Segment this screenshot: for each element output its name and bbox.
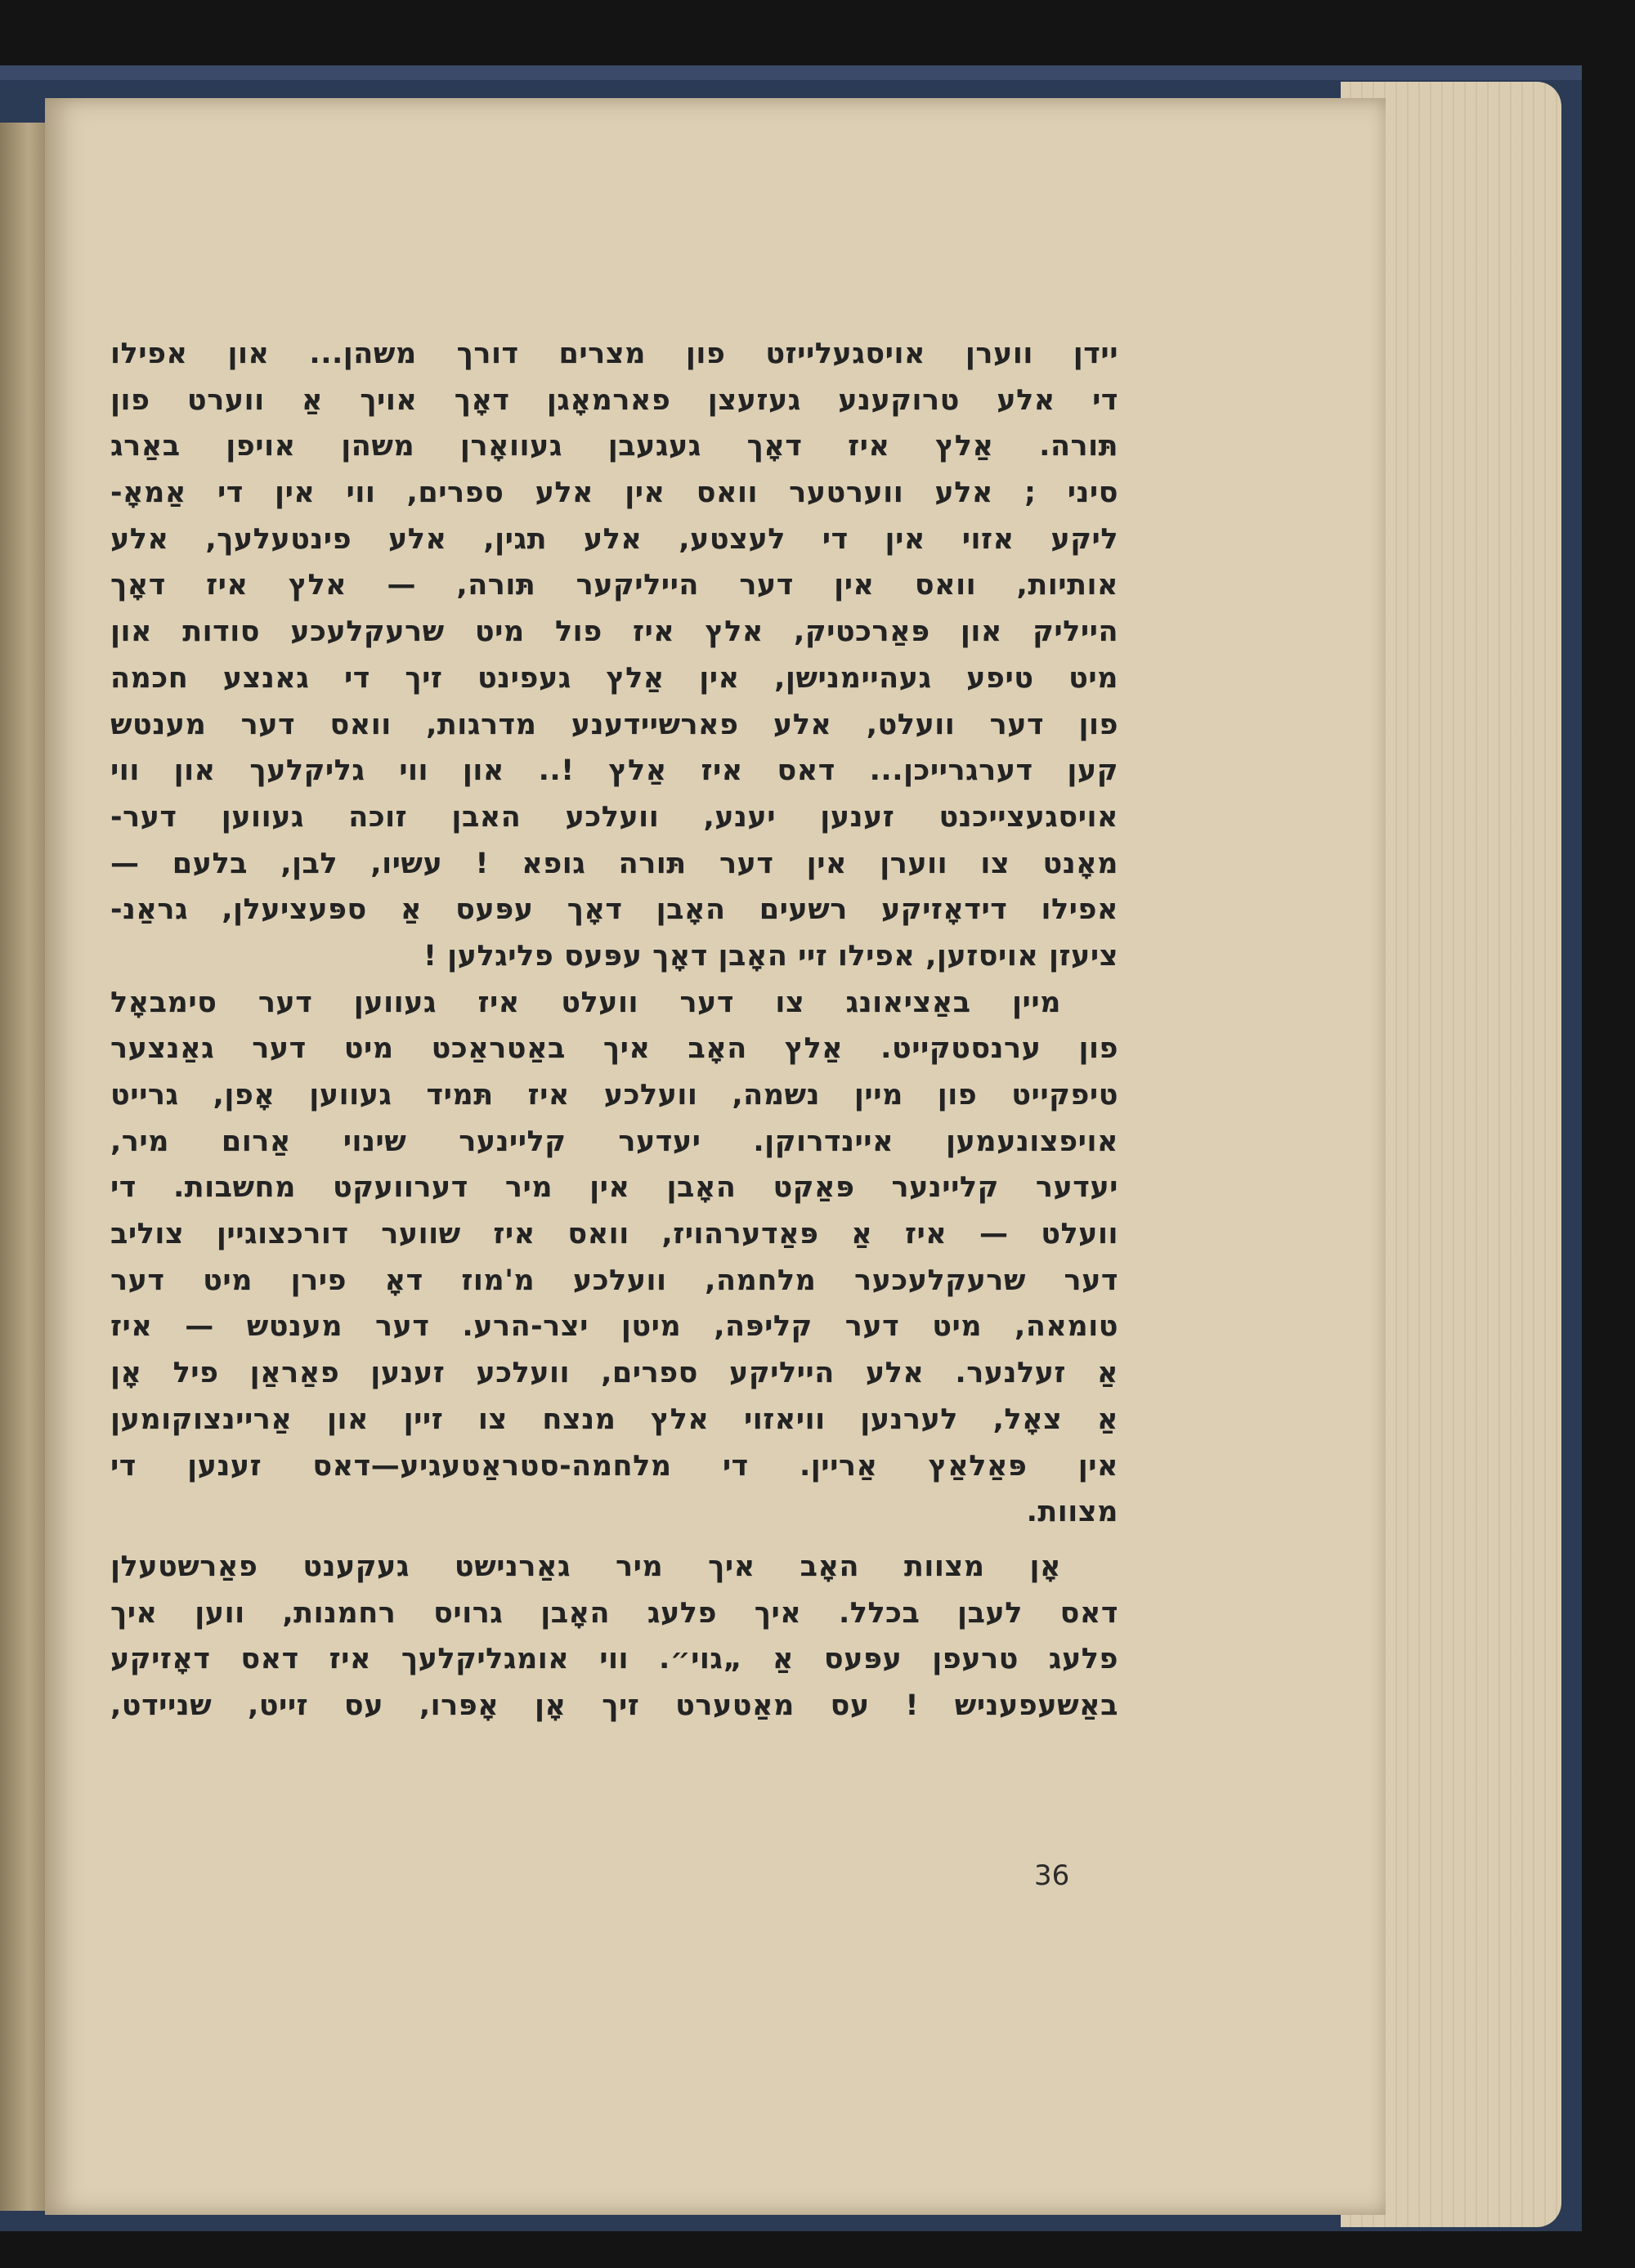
text-line: אַ צאָל, לערנען וויאזוי אלץ מנצח צו זיין און אַריינצוקומען [110, 1402, 1118, 1436]
text-line: טיפקייט פון מיין נשמה, וועלכע איז תּמיד געווען אָפן, גרייט [110, 1079, 1118, 1112]
cover-edge [0, 65, 1582, 80]
text-line: מאָנט צו ווערן אין דער תּורה גופא ! עשיו, לבן, בלעם — [110, 847, 1118, 880]
text-line: תּורה. אַלץ איז דאָך געגעבן געוואָרן משהן אויפן באַרג [110, 430, 1118, 463]
paragraph [110, 331, 1118, 980]
text-line: הייליק און פּאַרכטיק, אלץ איז פול מיט שרעקלעכע סודות און [110, 615, 1118, 649]
text-line: טומאה, מיט דער קליפּה, מיטן יצר-הרע. דער מענטש — איז [110, 1310, 1118, 1344]
text-line: מיט טיפע געהיימנישן, אין אַלץ געפינט זיך די גאנצע חכמה [110, 661, 1118, 695]
text-line: פלעג טרעפן עפּעס אַ „גוי״. ווי אומגליקלעך איז דאס דאָזיקע [110, 1643, 1118, 1676]
text-line: אפילו דידאָזיקע רשעים האָבן דאָך עפּעס אַ ספּעציעלן, גראַנ- [110, 893, 1118, 927]
text-line: מיין באַציאונג צו דער וועלט איז געווען דער סימבאָל [110, 986, 1061, 1019]
paragraph [110, 980, 1118, 1536]
text-line: אַ זעלנער. אלע הייליקע ספרים, וועלכע זענען פאַראַן פיל אָן [110, 1357, 1118, 1390]
book-page [45, 98, 1386, 2215]
text-line: דער שרעקלעכער מלחמה, וועלכע מ'מוז דאָ פירן מיט דער [110, 1264, 1118, 1297]
text-line: דאס לעבן בכלל. איך פלעג האָבן גרויס רחמנות, ווען איך [110, 1596, 1118, 1630]
page-text [110, 331, 1118, 1729]
text-line: אויפצונעמען איינדרוקן. יעדער קליינער שינוי אַרום מיר, [110, 1125, 1118, 1158]
text-line: פון ערנסטקייט. אַלץ האָב איך באַטראַכט מיט דער גאַנצער [110, 1032, 1118, 1066]
page-number: 36 [1034, 1859, 1070, 1892]
text-line: וועלט — איז אַ פּאַדערהויז, וואס איז שווער דורכצוגיין צוליב [110, 1218, 1118, 1251]
text-line: ציעזן אויסזען, אפילו זיי האָבן דאָך עפּעס פליגלען ! [423, 939, 1118, 973]
text-line: די אלע טרוקענע געזעצן פארמאָגן דאָך אויך אַ ווערט פון [110, 383, 1118, 417]
text-line: אויסגעצייכנט זענען יענע, וועלכע האבן זוכה געווען דער- [110, 800, 1118, 834]
text-line: באַשעפעניש ! עס מאַטערט זיך אָן אָפּרו, עס זייט, שניידט, [110, 1689, 1118, 1722]
paragraph [110, 1544, 1118, 1729]
text-line: קען דערגרייכן... דאס איז אַלץ !.. און ווי גליקלעך און ווי [110, 754, 1118, 788]
text-line: יידן ווערן אויסגעלייזט פון מצרים דורך משהן... און אפילו [110, 338, 1118, 370]
paragraph-gap [110, 1536, 1118, 1544]
text-line: אָן מצוות האָב איך מיר גאַרנישט געקענט פאַרשטעלן [110, 1550, 1061, 1583]
text-line: יעדער קליינער פּאַקט האָבן אין מיר דערוועקט מחשבות. די [110, 1171, 1118, 1205]
text-line: אותיות, וואס אין דער הייליקער תּורה, — אלץ איז דאָך [110, 569, 1118, 602]
text-line: מצוות. [1026, 1496, 1118, 1529]
text-line: סיני ; אלע ווערטער וואס אין אלע ספרים, ווי אין די אַמאָ- [110, 476, 1118, 510]
text-line: פון דער וועלט, אלע פארשיידענע מדרגות, וואס דער מענטש [110, 708, 1118, 741]
text-line: ליקע אזוי אין די לעצטע, אלע תגין, אלע פינטעלעך, אלע [110, 522, 1118, 556]
text-line: אין פּאַלאַץ אַריין. די מלחמה-סטראַטעגיע—דאס זענען די [110, 1449, 1118, 1483]
book-spine [0, 123, 47, 2211]
